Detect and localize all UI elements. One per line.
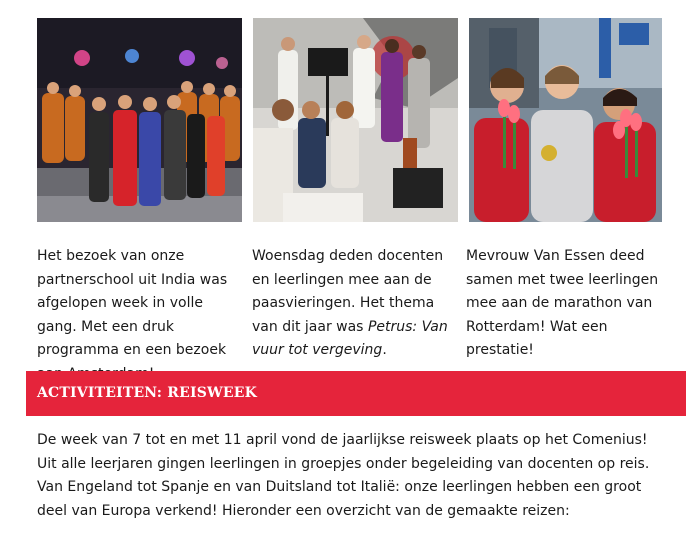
photo-row <box>37 18 662 222</box>
section-header-reisweek: ACTIVITEITEN: REISWEEK <box>26 371 686 416</box>
caption-easter-end: . <box>382 342 387 358</box>
easter-celebration-photo-icon <box>253 18 458 222</box>
caption-marathon: Mevrouw Van Essen deed samen met twee leerlingen mee aan de marathon van Rotterdam! Wat een prestatie! <box>466 248 659 358</box>
marathon-photo-icon <box>469 18 662 222</box>
caption-easter-theme: Petrus: Van vuur tot vergeving <box>252 318 448 358</box>
group-photo-india-visit-icon <box>37 18 242 222</box>
easter-celebration-photo <box>253 18 458 222</box>
reisweek-paragraph: De week van 7 tot en met 11 april vond de jaarlijkse reisweek plaats op het Comenius! Uit alle leerjaren gingen leerlingen in groepjes onder begeleiding van docenten op reis. Van Engeland tot Spanje en van Duitsland tot Italië: onze leerlingen hebben een groot deel van Europa verkend! Hieronder een overzicht van de gemaakte reizen: <box>37 432 650 519</box>
caption-easter <box>252 245 462 363</box>
caption-india-visit: Het bezoek van onze partnerschool uit India was afgelopen week in volle gang. Met een druk programma en een bezoek <box>37 248 228 358</box>
india-visit-photo <box>37 18 242 222</box>
marathon-photo <box>469 18 662 222</box>
caption-easter-text: Woensdag deden docenten en leerlingen mee aan de paasvieringen. Het thema van dit jaar was <box>252 248 444 335</box>
